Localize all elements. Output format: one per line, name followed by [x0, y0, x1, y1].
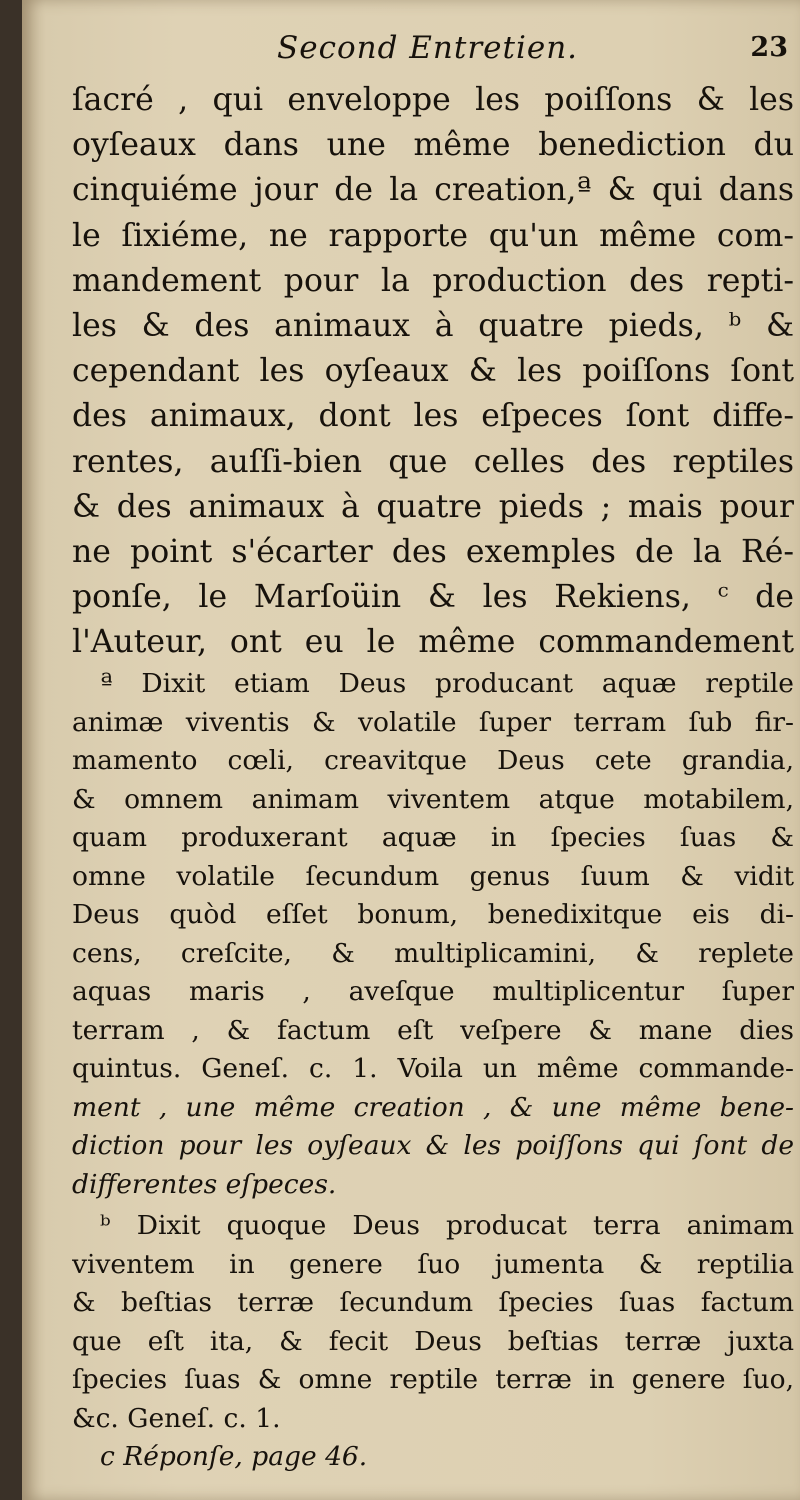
footnote-line: quintus. Geneſ. c. 1. Voila un même commande- [72, 1053, 794, 1084]
footnote-line [72, 1438, 794, 1477]
footnote-line: differentes eſpeces. [72, 1168, 337, 1200]
text-line: ſacré , qui enveloppe les poiſſons & les [72, 82, 794, 118]
footnote-line [72, 1207, 794, 1246]
text-line: les & des animaux à quatre pieds, ᵇ & [72, 307, 794, 344]
text-line: l'Auteur, ont eu le même commandement [72, 624, 794, 661]
footnote-marker: c [100, 1441, 115, 1472]
footnote-line: quam produxerant aquæ in ſpecies ſuas & [72, 822, 794, 853]
text-line: des animaux, dont les eſpeces ſont diffe- [72, 398, 794, 435]
footnote-line: & omnem animam viventem atque motabilem, [72, 783, 794, 815]
footnote-line: &c. Geneſ. c. 1. [72, 1402, 281, 1434]
footnote-line: ſpecies ſuas & omne reptile terræ in genere ſuo, [72, 1364, 794, 1395]
main-text [72, 78, 794, 665]
footnote-line: omne volatile ſecundum genus ſuum & vidit [72, 860, 794, 892]
footnote-line: diction pour les oyſeaux & les poiſſons qui ſont de [72, 1130, 794, 1161]
text-line: rentes, auſſi-bien que celles des reptiles [72, 443, 794, 480]
text-line: oyſeaux dans une même benediction du [72, 127, 794, 164]
footnote-line: mamento cœli, creavitque Deus cete grandia, [72, 745, 794, 776]
footnote-marker: ª [100, 668, 113, 699]
running-title: Second Entretien. [277, 30, 579, 66]
footnote-b [72, 1207, 794, 1438]
footnote-line: terram , & factum eſt veſpere & mane dies [72, 1014, 794, 1046]
text-line: & des animaux à quatre pieds ; mais pour [72, 488, 794, 525]
footnote-line: que eſt ita, & fecit Deus beſtias terræ juxta [72, 1325, 794, 1357]
footnote-line: aquas maris , aveſque multiplicentur ſuper [72, 976, 794, 1007]
footnote-line [72, 665, 794, 704]
footnote-a [72, 665, 794, 1204]
footnote-line: & beſtias terræ ſecundum ſpecies ſuas factum [72, 1287, 794, 1318]
footnotes [72, 665, 794, 1477]
footnote-c [72, 1438, 794, 1477]
page-number: 23 [750, 32, 788, 63]
book-page [22, 0, 800, 1500]
footnote-line: animæ viventis & volatile ſuper terram ſub fir- [72, 706, 794, 738]
footnote-line: ment , une même creation , & une même bene- [72, 1091, 794, 1123]
page-header [22, 30, 800, 80]
text-line: mandement pour la production des repti- [72, 262, 794, 299]
text-line: ne point s'écarter des exemples de la Ré- [72, 533, 794, 570]
footnote-marker: ᵇ [100, 1210, 111, 1241]
footnote-line: Deus quòd eſſet bonum, benedixitque eis di- [72, 899, 794, 930]
footnote-text: Dixit quoque Deus producat terra animam [136, 1210, 794, 1241]
footnote-text: Dixit etiam Deus producant aquæ reptile [141, 668, 794, 699]
text-line: le ſixiéme, ne rapporte qu'un même com- [72, 217, 794, 254]
text-line: ponſe, le Marſoüin & les Rekiens, ᶜ de [72, 579, 794, 616]
text-line: cependant les oyſeaux & les poiſſons ſont [72, 353, 794, 390]
text-line: cinquiéme jour de la creation,ª & qui dans [72, 172, 794, 209]
footnote-line: viventem in genere ſuo jumenta & reptilia [72, 1248, 794, 1280]
footnote-text: Réponſe, page 46. [123, 1441, 368, 1472]
footnote-line: cens, creſcite, & multiplicamini, & replete [72, 937, 794, 969]
